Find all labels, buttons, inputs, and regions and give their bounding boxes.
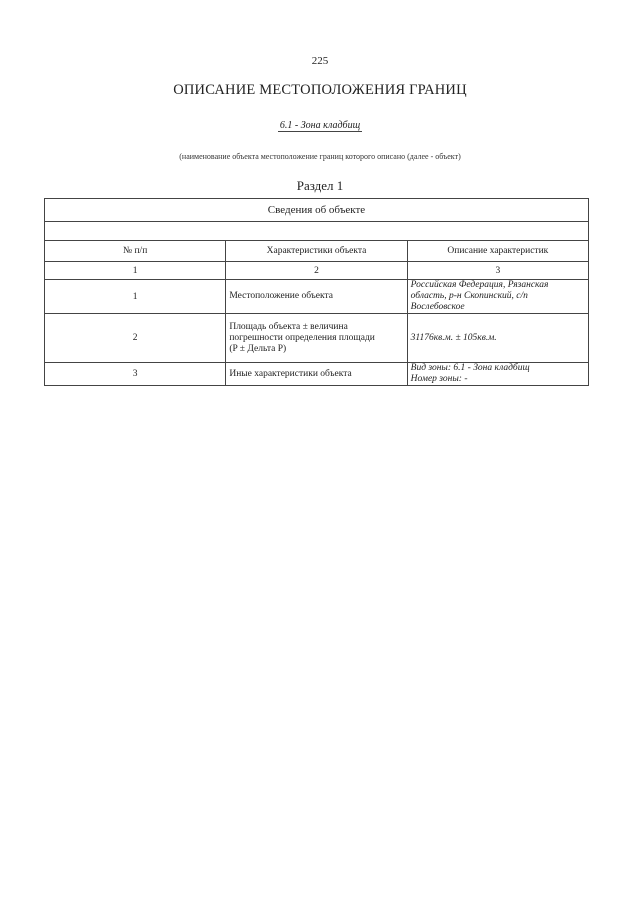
label-line: погрешности определения площади	[229, 332, 375, 343]
section-title: Раздел 1	[296, 178, 344, 193]
table-row	[45, 280, 589, 314]
row-label	[226, 314, 407, 363]
row-number: 1	[45, 280, 226, 314]
table-row	[45, 314, 589, 363]
row-number: 2	[45, 314, 226, 363]
row-value	[407, 363, 588, 386]
column-header-characteristic: Характеристики объекта	[226, 241, 407, 262]
object-name-text: 6.1 - Зона кладбищ	[279, 120, 361, 131]
object-info-table	[44, 198, 589, 386]
value-line: Номер зоны: -	[410, 374, 468, 384]
label-line: Площадь объекта ± величина	[229, 321, 348, 332]
table-spacer	[45, 222, 589, 241]
value-line: Вослебовское	[410, 302, 465, 312]
object-name	[0, 120, 640, 131]
row-number: 3	[45, 363, 226, 386]
column-number-3: 3	[407, 262, 588, 280]
value-line: Вид зоны: 6.1 - Зона кладбищ	[410, 363, 530, 373]
column-header-num: № п/п	[45, 241, 226, 262]
row-value	[407, 280, 588, 314]
value-line: Российская Федерация, Рязанская область, р-н Скопинский, с/п	[410, 280, 549, 301]
column-number-1: 1	[45, 262, 226, 280]
table-header: Сведения об объекте	[45, 199, 589, 222]
document-title: ОПИСАНИЕ МЕСТОПОЛОЖЕНИЯ ГРАНИЦ	[173, 82, 467, 98]
table-row	[45, 363, 589, 386]
value-line: 31176кв.м. ± 105кв.м.	[410, 332, 497, 343]
label-line: (P ± Дельта P)	[229, 343, 287, 354]
page-number: 225	[311, 55, 329, 67]
object-caption: (наименование объекта местоположение границ которого описано (далее - объект)	[179, 152, 461, 161]
column-header-description: Описание характеристик	[407, 241, 588, 262]
row-label: Иные характеристики объекта	[226, 363, 407, 386]
row-value	[407, 314, 588, 363]
row-label: Местоположение объекта	[226, 280, 407, 314]
column-number-2: 2	[226, 262, 407, 280]
